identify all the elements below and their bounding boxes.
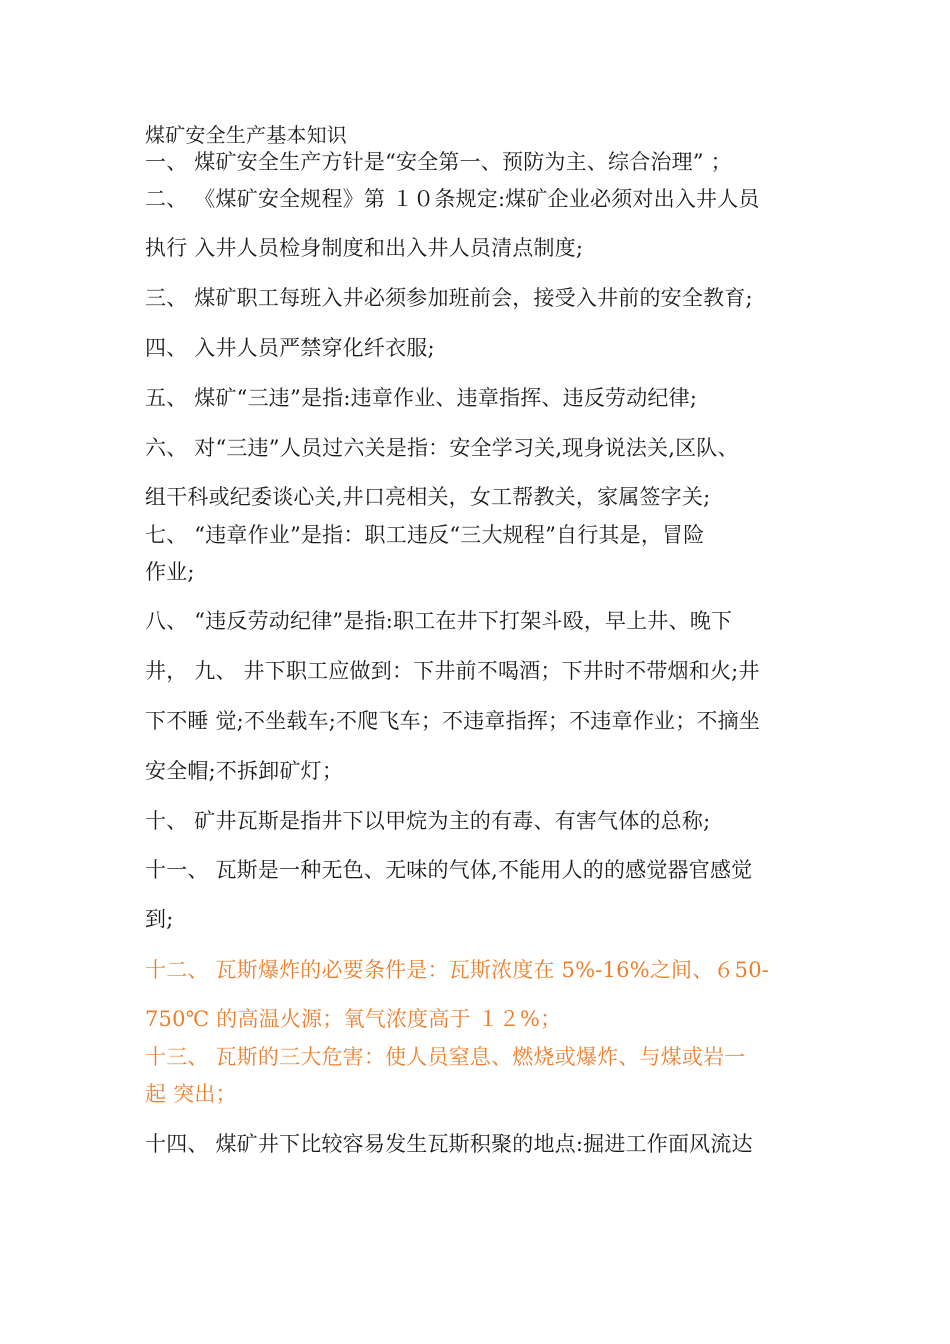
document-title: 煤矿安全生产基本知识 — [145, 123, 347, 147]
text-line: 执行 入井人员检身制度和出入井人员清点制度; — [145, 236, 584, 260]
highlighted-text-line: 起 突出； — [145, 1082, 237, 1106]
text-line: 作业; — [145, 560, 195, 584]
text-line: 十四、 煤矿井下比较容易发生瓦斯积聚的地点:掘进工作面风流达 — [145, 1132, 753, 1156]
text-line: 井， 九、 井下职工应做到：下井前不喝酒；下井时不带烟和火;井 — [145, 659, 760, 683]
highlighted-text-line: 十三、 瓦斯的三大危害：使人员窒息、燃烧或爆炸、与煤或岩一 — [145, 1045, 746, 1069]
text-line: 八、 “违反劳动纪律”是指:职工在井下打架斗殴，早上井、晚下 — [145, 609, 733, 633]
text-line: 三、 煤矿职工每班入井必须参加班前会，接受入井前的安全教育; — [145, 286, 753, 310]
highlighted-text-line: 十二、 瓦斯爆炸的必要条件是：瓦斯浓度在 5%-16%之间、６50- — [145, 958, 770, 982]
text-line: 六、 对“三违”人员过六关是指：安全学习关,现身说法关,区队、 — [145, 436, 739, 460]
text-line: 五、 煤矿“三违”是指:违章作业、违章指挥、违反劳动纪律; — [145, 386, 698, 410]
text-line: 安全帽;不拆卸矿灯； — [145, 759, 344, 783]
text-line: 组干科或纪委谈心关,井口亮相关，女工帮教关，家属签字关; — [145, 485, 711, 509]
highlighted-text-line: 750℃ 的高温火源；氧气浓度高于 １２%； — [145, 1007, 562, 1031]
text-line: 四、 入井人员严禁穿化纤衣服; — [145, 336, 435, 360]
text-line: 十、 矿井瓦斯是指井下以甲烷为主的有毒、有害气体的总称; — [145, 809, 711, 833]
text-line: 七、 “违章作业”是指：职工违反“三大规程”自行其是，冒险 — [145, 523, 705, 547]
text-line: 一、 煤矿安全生产方针是“安全第一、预防为主、综合治理” ； — [145, 150, 732, 174]
text-line: 到; — [145, 907, 174, 931]
text-line: 十一、 瓦斯是一种无色、无味的气体,不能用人的的感觉器官感觉 — [145, 858, 753, 882]
text-line: 二、 《煤矿安全规程》第 １０条规定:煤矿企业必须对出入井人员 — [145, 187, 760, 211]
text-line: 下不睡 觉;不坐载车;不爬飞车；不违章指挥；不违章作业；不摘坐 — [145, 709, 761, 733]
